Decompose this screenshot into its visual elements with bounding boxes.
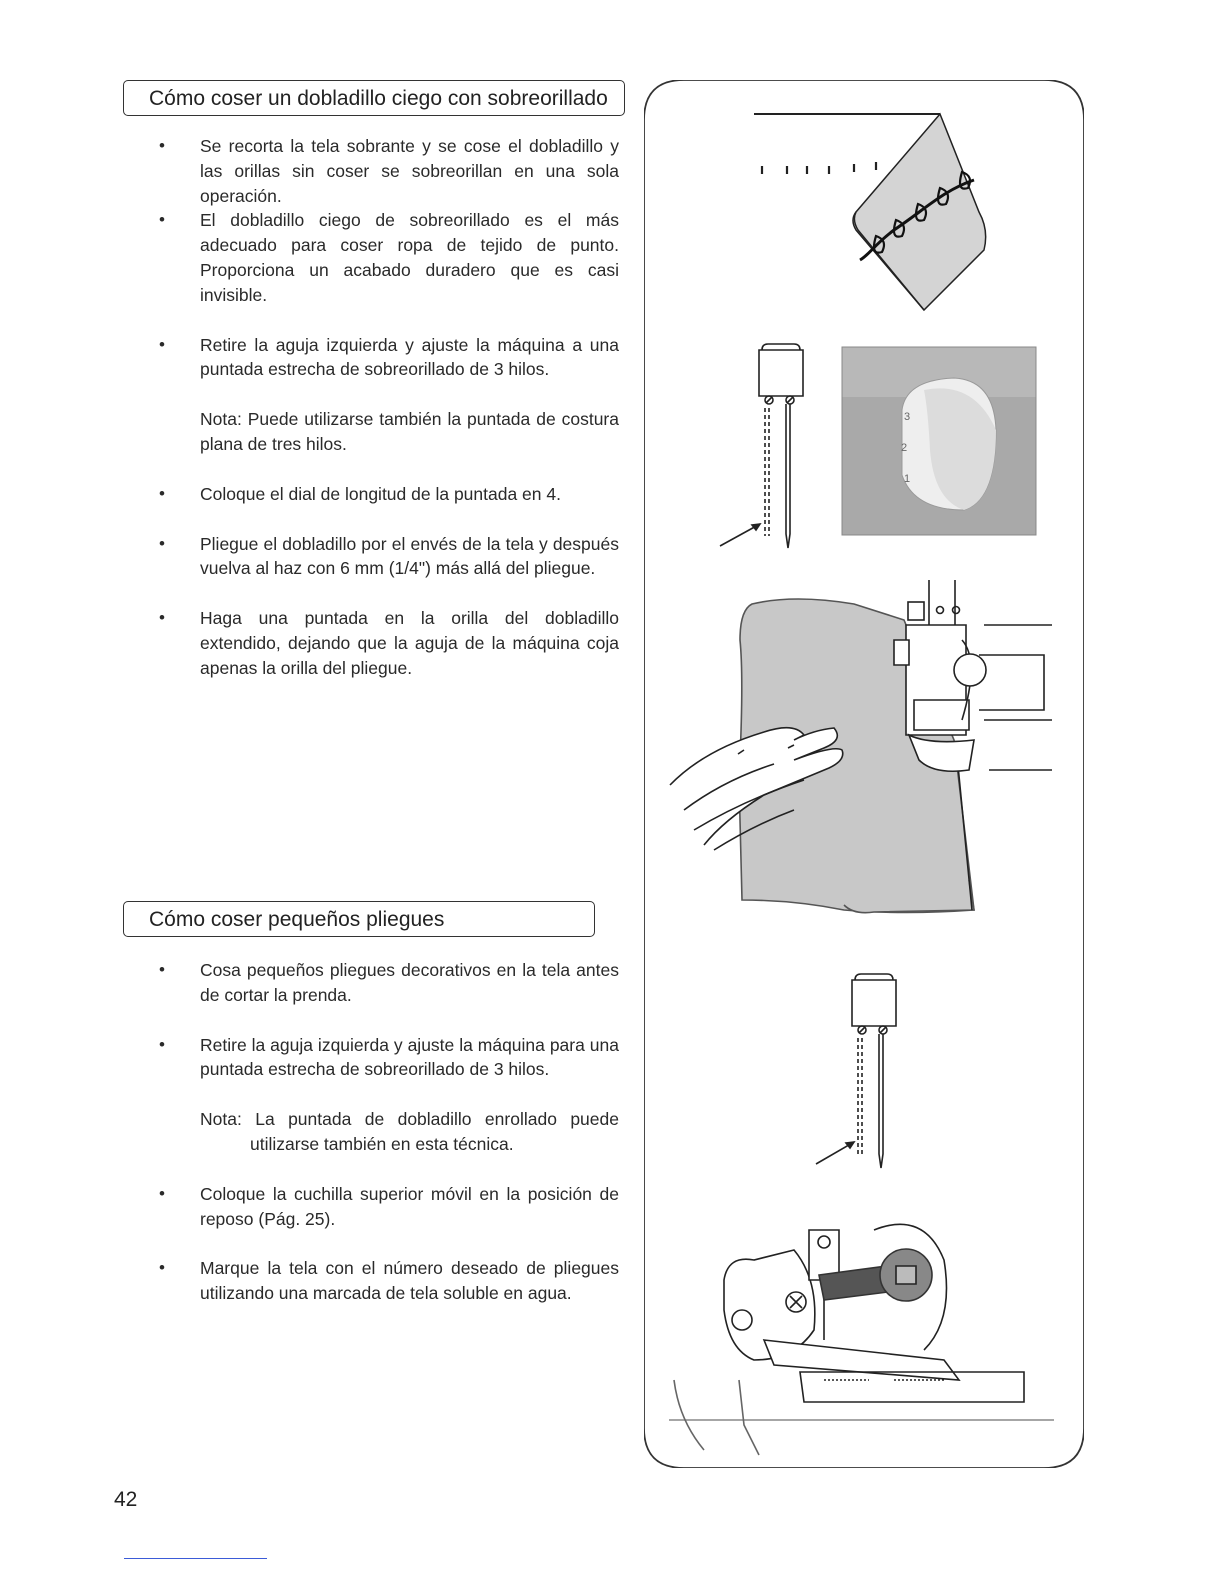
footer-rule xyxy=(124,1558,267,1559)
dial-number-3: 3 xyxy=(904,411,911,423)
list-item: • Coloque la cuchilla superior móvil en la posición de reposo (Pág. 25). xyxy=(159,1182,619,1232)
list-item: • Haga una puntada en la orilla del dobladillo extendido, dejando que la aguja de la máquina coja apenas la orilla del pliegue. xyxy=(159,606,619,680)
note-text: Nota: Puede utilizarse también la puntada de costura plana de tres hilos. xyxy=(200,409,619,454)
page-number: 42 xyxy=(114,1488,138,1511)
list-item: • Coloque el dial de longitud de la puntada en 4. xyxy=(159,482,619,507)
blind-hem-diagram xyxy=(754,114,986,310)
note-text: Nota: La puntada de dobladillo enrollado puede utilizarse también en esta técnica. xyxy=(200,1109,619,1154)
list-item: • Pliegue el dobladillo por el envés de la tela y después vuelva al haz con 6 mm (1/4") más allá del pliegue. xyxy=(159,532,619,582)
section-title-blind-hem: Cómo coser un dobladillo ciego con sobreorillado xyxy=(123,80,625,116)
pintuck-instructions xyxy=(159,958,619,1306)
list-item: • Retire la aguja izquierda y ajuste la máquina a una puntada estrecha de sobreorillado de 3 hilos. xyxy=(159,333,619,383)
dial-number-2: 2 xyxy=(901,442,908,454)
list-item: • El dobladillo ciego de sobreorillado es el más adecuado para coser ropa de tejido de punto. Proporciona un acabado duradero que es casi invisible. xyxy=(159,208,619,307)
list-item: • Marque la tela con el número deseado de pliegues utilizando una marcada de tela soluble en agua. xyxy=(159,1256,619,1306)
upper-knife-illustration xyxy=(669,1224,1054,1455)
dial-number-1: 1 xyxy=(904,473,911,485)
blind-hem-instructions xyxy=(159,134,619,681)
section-title-pintucks: Cómo coser pequeños pliegues xyxy=(123,901,595,937)
list-item: • Cosa pequeños pliegues decorativos en la tela antes de cortar la prenda. xyxy=(159,958,619,1008)
sewing-blind-hem-illustration xyxy=(670,580,1052,913)
needle-diagram-icon xyxy=(816,974,896,1168)
illustration-panel xyxy=(644,80,1084,1468)
list-item: • Se recorta la tela sobrante y se cose el dobladillo y las orillas sin coser se sobreorillan en una sola operación. xyxy=(159,134,619,208)
list-item: • Retire la aguja izquierda y ajuste la máquina para una puntada estrecha de sobreorillado de 3 hilos. xyxy=(159,1033,619,1083)
stitch-length-dial-photo xyxy=(842,347,1036,535)
needle-diagram-icon xyxy=(720,344,803,548)
